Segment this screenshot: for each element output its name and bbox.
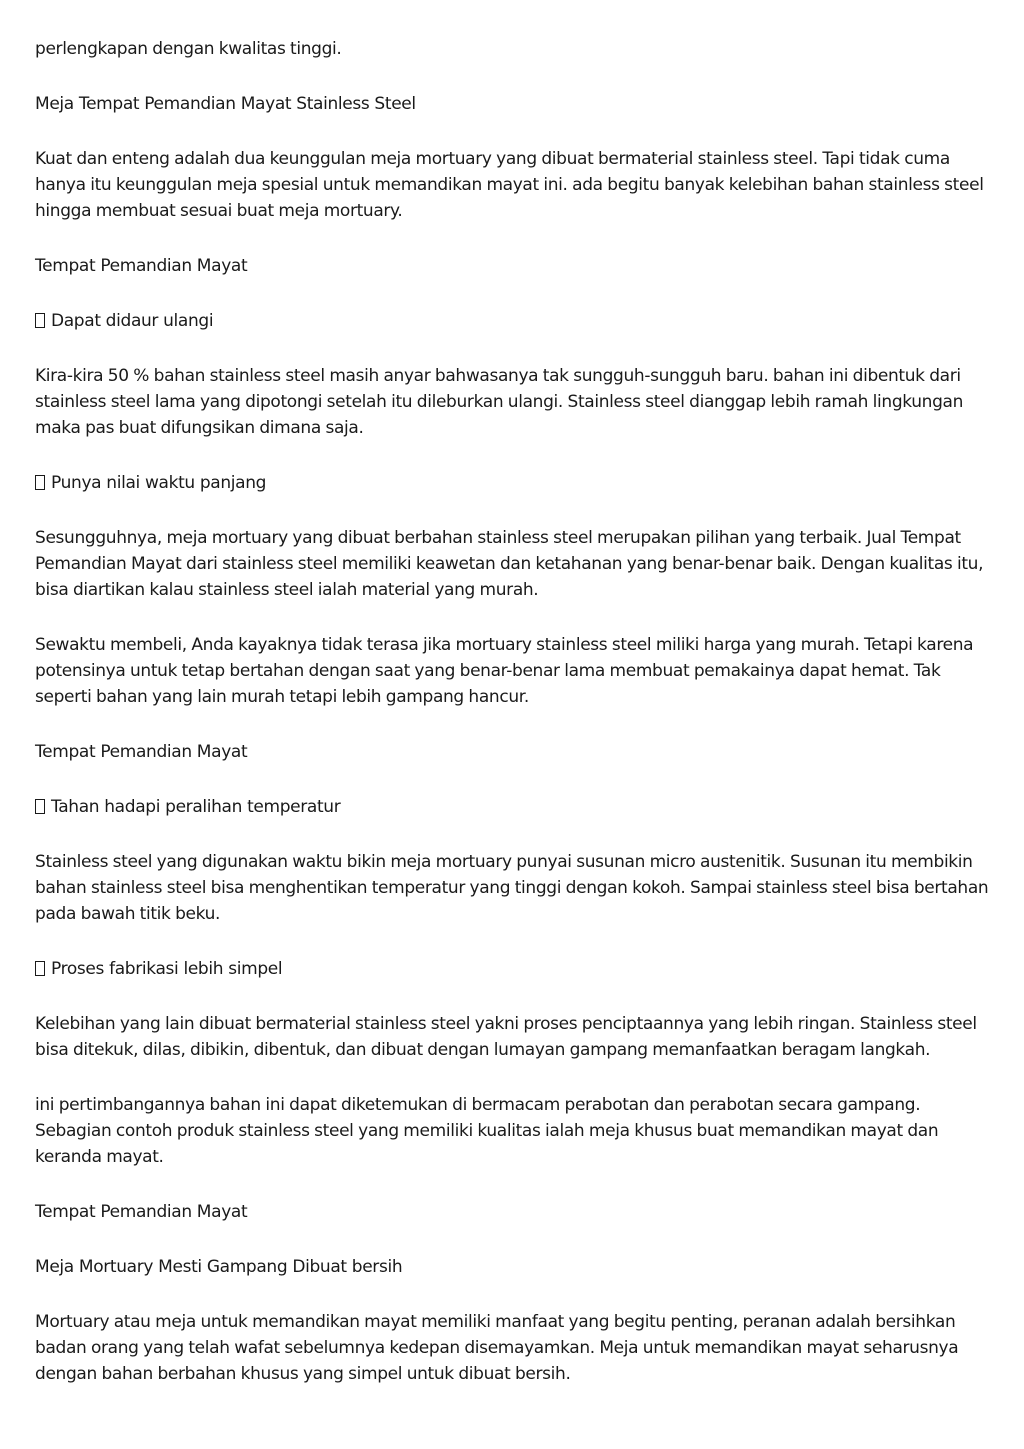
paragraph-fabrication-process: Kelebihan yang lain dibuat bermaterial stainless steel yakni proses penciptaannya yang lebih ringan. Stainless steel bisa ditekuk, dilas, dibikin, dibentuk, dan dibuat dengan lumayan gampang memanfaatkan beragam langkah. <box>35 1014 977 1060</box>
section-heading-stainless-table: Meja Tempat Pemandian Mayat Stainless Steel <box>35 94 416 114</box>
section-heading-tempat-pemandian-2: Tempat Pemandian Mayat <box>35 742 248 762</box>
bullet-item-label: Tahan hadapi peralihan temperatur <box>51 797 341 817</box>
paragraph-product-examples: ini pertimbangannya bahan ini dapat diketemukan di bermacam perabotan dan perabotan secara gampang. Sebagian contoh produk stainless steel yang memiliki kualitas ialah meja khusus buat memandikan mayat dan keranda mayat. <box>35 1095 939 1167</box>
section-heading-tempat-pemandian-1: Tempat Pemandian Mayat <box>35 256 248 276</box>
section-heading-easy-clean: Meja Mortuary Mesti Gampang Dibuat bersih <box>35 1257 403 1277</box>
missing-glyph-icon <box>35 475 45 490</box>
paragraph-mortuary-purpose: Mortuary atau meja untuk memandikan mayat memiliki manfaat yang begitu penting, peranan adalah bersihkan badan orang yang telah wafat sebelumnya kedepan disemayamkan. Meja untuk memandikan mayat seharusnya dengan bahan berbahan khusus yang simpel untuk dibuat bersih. <box>35 1312 959 1384</box>
paragraph-intro-fragment: perlengkapan dengan kwalitas tinggi. <box>35 39 342 59</box>
paragraph-best-choice: Sesungguhnya, meja mortuary yang dibuat berbahan stainless steel merupakan pilihan yang terbaik. Jual Tempat Pemandian Mayat dari stainless steel memiliki keawetan dan ketahanan yang benar-benar baik. Dengan kualitas itu, bisa diartikan kalau stainless steel ialah material yang murah. <box>35 528 984 600</box>
missing-glyph-icon <box>35 799 45 814</box>
paragraph-cost-saving: Sewaktu membeli, Anda kayaknya tidak terasa jika mortuary stainless steel miliki harga yang murah. Tetapi karena potensinya untuk tetap bertahan dengan saat yang benar-benar lama membuat pemakainya dapat hemat. Tak seperti bahan yang lain murah tetapi lebih gampang hancur. <box>35 635 974 707</box>
paragraph-austenitic-structure: Stainless steel yang digunakan waktu bikin meja mortuary punyai susunan micro austenitik. Susunan itu membikin bahan stainless steel bisa menghentikan temperatur yang tinggi dengan kokoh. Sampai stainless steel bisa bertahan pada bawah titik beku. <box>35 852 989 924</box>
missing-glyph-icon <box>35 313 45 328</box>
section-heading-tempat-pemandian-3: Tempat Pemandian Mayat <box>35 1202 248 1222</box>
bullet-item-temperature <box>35 794 993 820</box>
missing-glyph-icon <box>35 961 45 976</box>
bullet-item-label: Dapat didaur ulangi <box>51 311 214 331</box>
bullet-item-long-life <box>35 470 993 496</box>
paragraph-strength-lightness: Kuat dan enteng adalah dua keunggulan meja mortuary yang dibuat bermaterial stainless steel. Tapi tidak cuma hanya itu keunggulan meja spesial untuk memandikan mayat ini. ada begitu banyak kelebihan bahan stainless steel hingga membuat sesuai buat meja mortuary. <box>35 149 984 221</box>
document-body <box>35 36 993 1416</box>
bullet-item-fabrication <box>35 956 993 982</box>
paragraph-recycled-content: Kira-kira 50 % bahan stainless steel masih anyar bahwasanya tak sungguh-sungguh baru. bahan ini dibentuk dari stainless steel lama yang dipotongi setelah itu dileburkan ulangi. Stainless steel dianggap lebih ramah lingkungan maka pas buat difungsikan dimana saja. <box>35 366 964 438</box>
bullet-item-recyclable <box>35 308 993 334</box>
bullet-item-label: Punya nilai waktu panjang <box>51 473 267 493</box>
bullet-item-label: Proses fabrikasi lebih simpel <box>51 959 283 979</box>
